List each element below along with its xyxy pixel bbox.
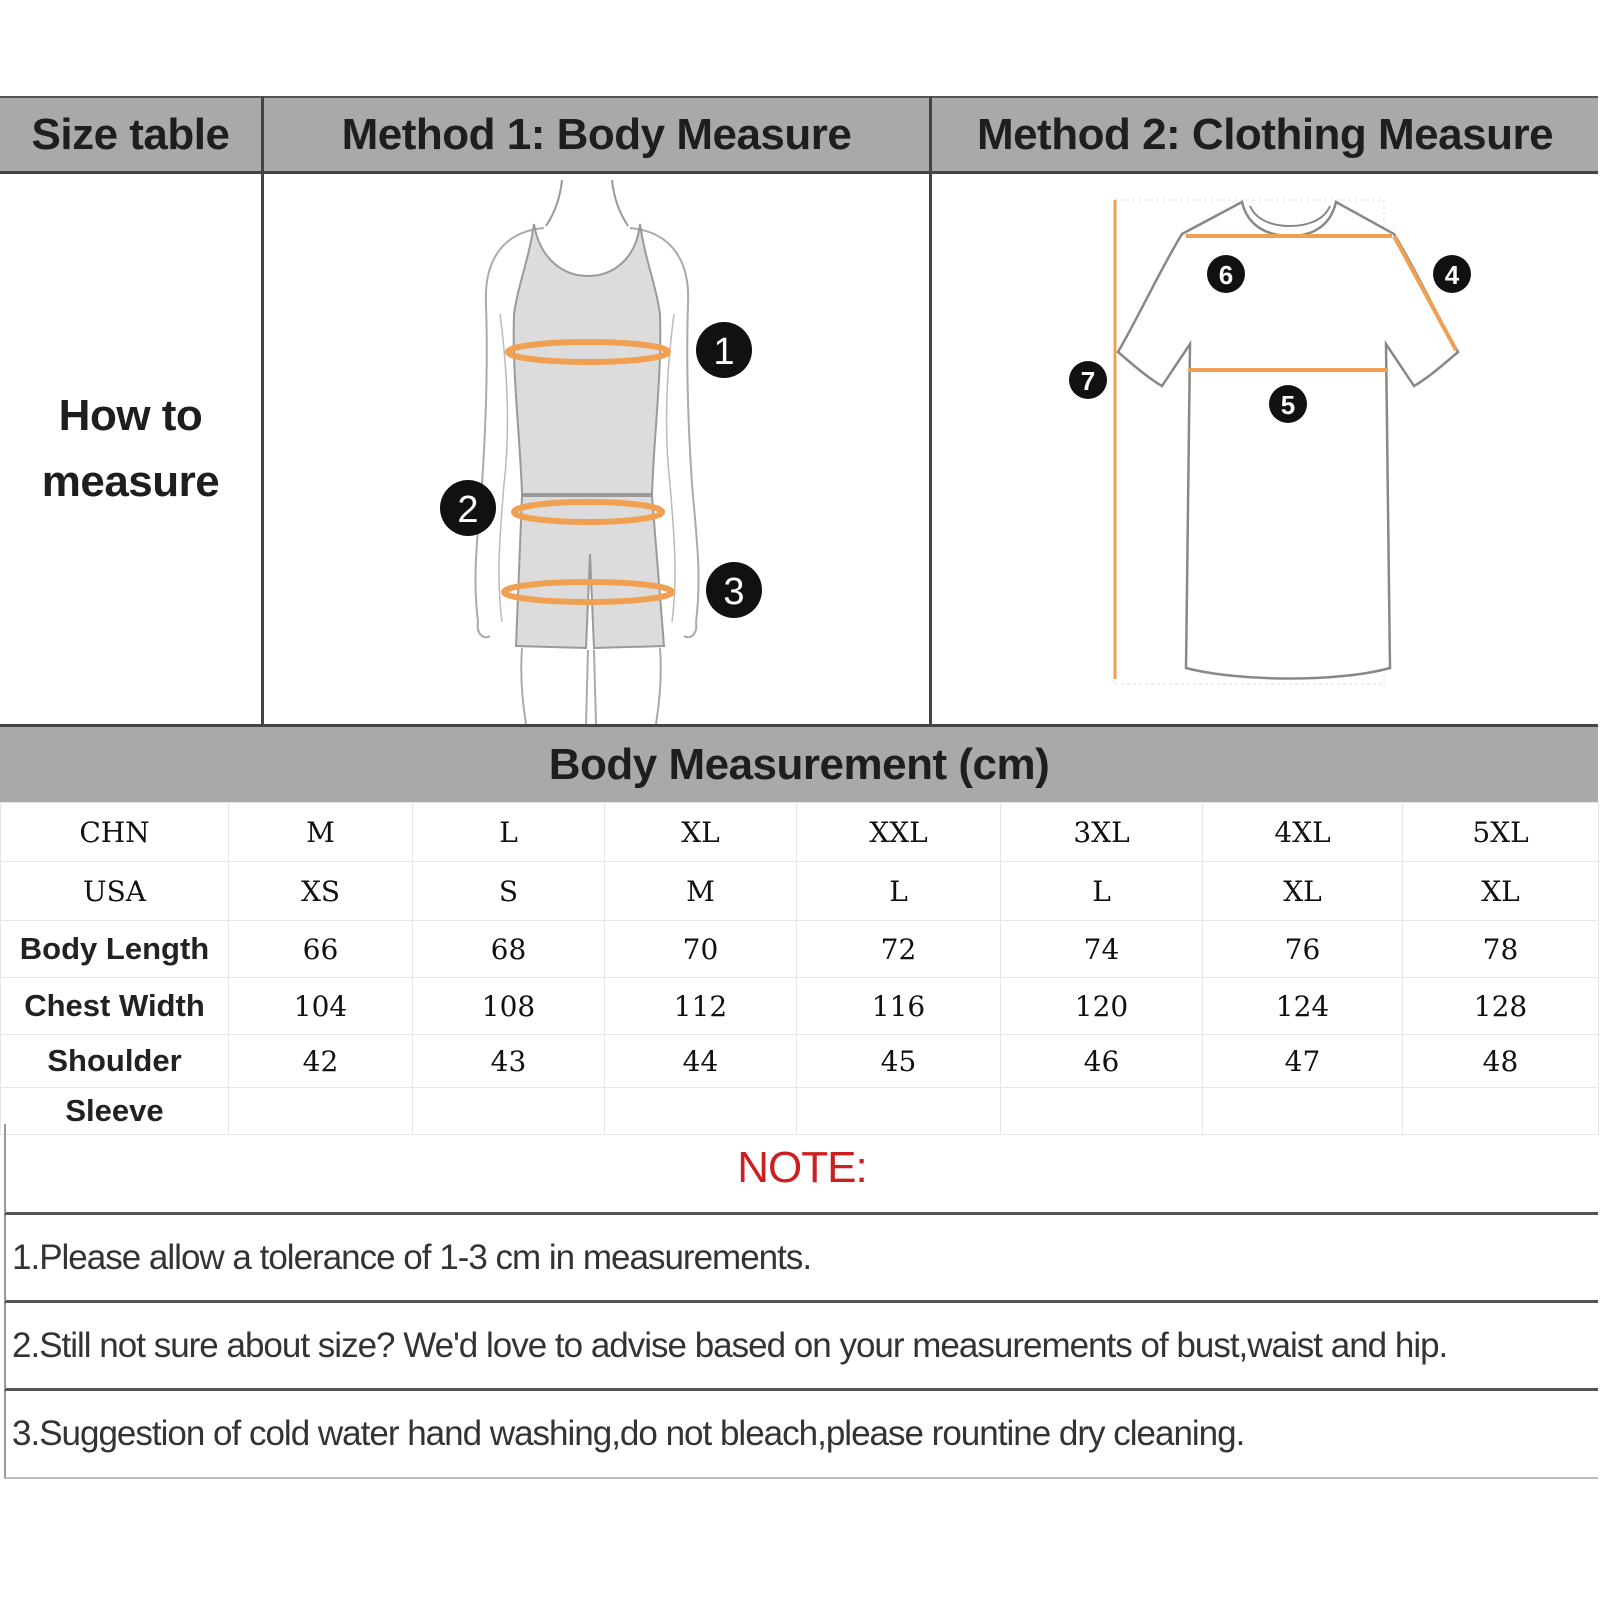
table-cell: 76 — [1203, 921, 1403, 978]
table-cell: L — [797, 862, 1001, 921]
table-cell: S — [413, 862, 605, 921]
table-cell: 124 — [1203, 978, 1403, 1035]
body-measure-diagram — [264, 174, 932, 724]
marker-1 — [696, 322, 752, 378]
tshirt-illustration — [932, 174, 1598, 724]
how-to-measure-cell — [0, 174, 264, 724]
table-cell: XL — [1203, 862, 1403, 921]
table-cell: 70 — [605, 921, 797, 978]
table-cell: 3XL — [1001, 803, 1203, 862]
table-cell: 44 — [605, 1035, 797, 1088]
table-cell: 4XL — [1203, 803, 1403, 862]
table-cell: L — [1001, 862, 1203, 921]
svg-text:6: 6 — [1218, 260, 1234, 290]
size-table — [0, 802, 1599, 1135]
table-row — [1, 803, 1599, 862]
marker-5 — [1269, 385, 1307, 423]
marker-6 — [1207, 255, 1245, 293]
table-cell: 68 — [413, 921, 605, 978]
table-cell: 78 — [1403, 921, 1599, 978]
body-measurement-title: Body Measurement (cm) — [0, 724, 1598, 802]
table-cell: M — [229, 803, 413, 862]
marker-7 — [1069, 361, 1107, 399]
svg-text:5: 5 — [1280, 390, 1296, 420]
size-chart — [0, 96, 1598, 1506]
note-item-1: 1.Please allow a tolerance of 1-3 cm in measurements. — [4, 1215, 1598, 1303]
row-label: CHN — [1, 803, 229, 862]
table-cell: 72 — [797, 921, 1001, 978]
table-cell: 74 — [1001, 921, 1203, 978]
table-cell: 116 — [797, 978, 1001, 1035]
method2-header: Method 2: Clothing Measure — [932, 96, 1598, 174]
table-cell: M — [605, 862, 797, 921]
note-title: NOTE: — [4, 1124, 1598, 1215]
clothing-measure-diagram — [932, 174, 1598, 724]
table-cell: XL — [1403, 862, 1599, 921]
method1-header: Method 1: Body Measure — [264, 96, 932, 174]
table-cell: 45 — [797, 1035, 1001, 1088]
row-label: Sleeve — [1, 1088, 229, 1135]
notes-section — [4, 1124, 1598, 1479]
svg-text:1: 1 — [713, 331, 735, 373]
table-cell: 120 — [1001, 978, 1203, 1035]
table-cell: 48 — [1403, 1035, 1599, 1088]
table-cell: 46 — [1001, 1035, 1203, 1088]
svg-text:2: 2 — [457, 489, 479, 531]
table-cell: 104 — [229, 978, 413, 1035]
table-cell: XS — [229, 862, 413, 921]
table-cell: L — [413, 803, 605, 862]
table-cell: 108 — [413, 978, 605, 1035]
row-label: Chest Width — [1, 978, 229, 1035]
svg-text:7: 7 — [1080, 366, 1096, 396]
body-figure-illustration — [264, 174, 929, 724]
row-label: Shoulder — [1, 1035, 229, 1088]
how-to-measure-label: How to measure — [41, 391, 220, 506]
note-item-3: 3.Suggestion of cold water hand washing,do not bleach,please rountine dry cleaning. — [4, 1391, 1598, 1479]
table-cell: XXL — [797, 803, 1001, 862]
svg-text:3: 3 — [723, 571, 745, 613]
row-label: Body Length — [1, 921, 229, 978]
table-cell: 42 — [229, 1035, 413, 1088]
table-row — [1, 978, 1599, 1035]
table-cell: 47 — [1203, 1035, 1403, 1088]
table-cell: 66 — [229, 921, 413, 978]
size-table-header: Size table — [0, 96, 264, 174]
table-cell: 112 — [605, 978, 797, 1035]
table-cell: 5XL — [1403, 803, 1599, 862]
marker-2 — [440, 480, 496, 536]
marker-4 — [1433, 255, 1471, 293]
table-cell: XL — [605, 803, 797, 862]
table-row — [1, 1035, 1599, 1088]
table-cell: 128 — [1403, 978, 1599, 1035]
table-cell: 43 — [413, 1035, 605, 1088]
table-row — [1, 921, 1599, 978]
note-item-2: 2.Still not sure about size? We'd love to advise based on your measurements of bust,waist and hip. — [4, 1303, 1598, 1391]
marker-3 — [706, 562, 762, 618]
table-row — [1, 862, 1599, 921]
row-label: USA — [1, 862, 229, 921]
svg-text:4: 4 — [1444, 260, 1460, 290]
